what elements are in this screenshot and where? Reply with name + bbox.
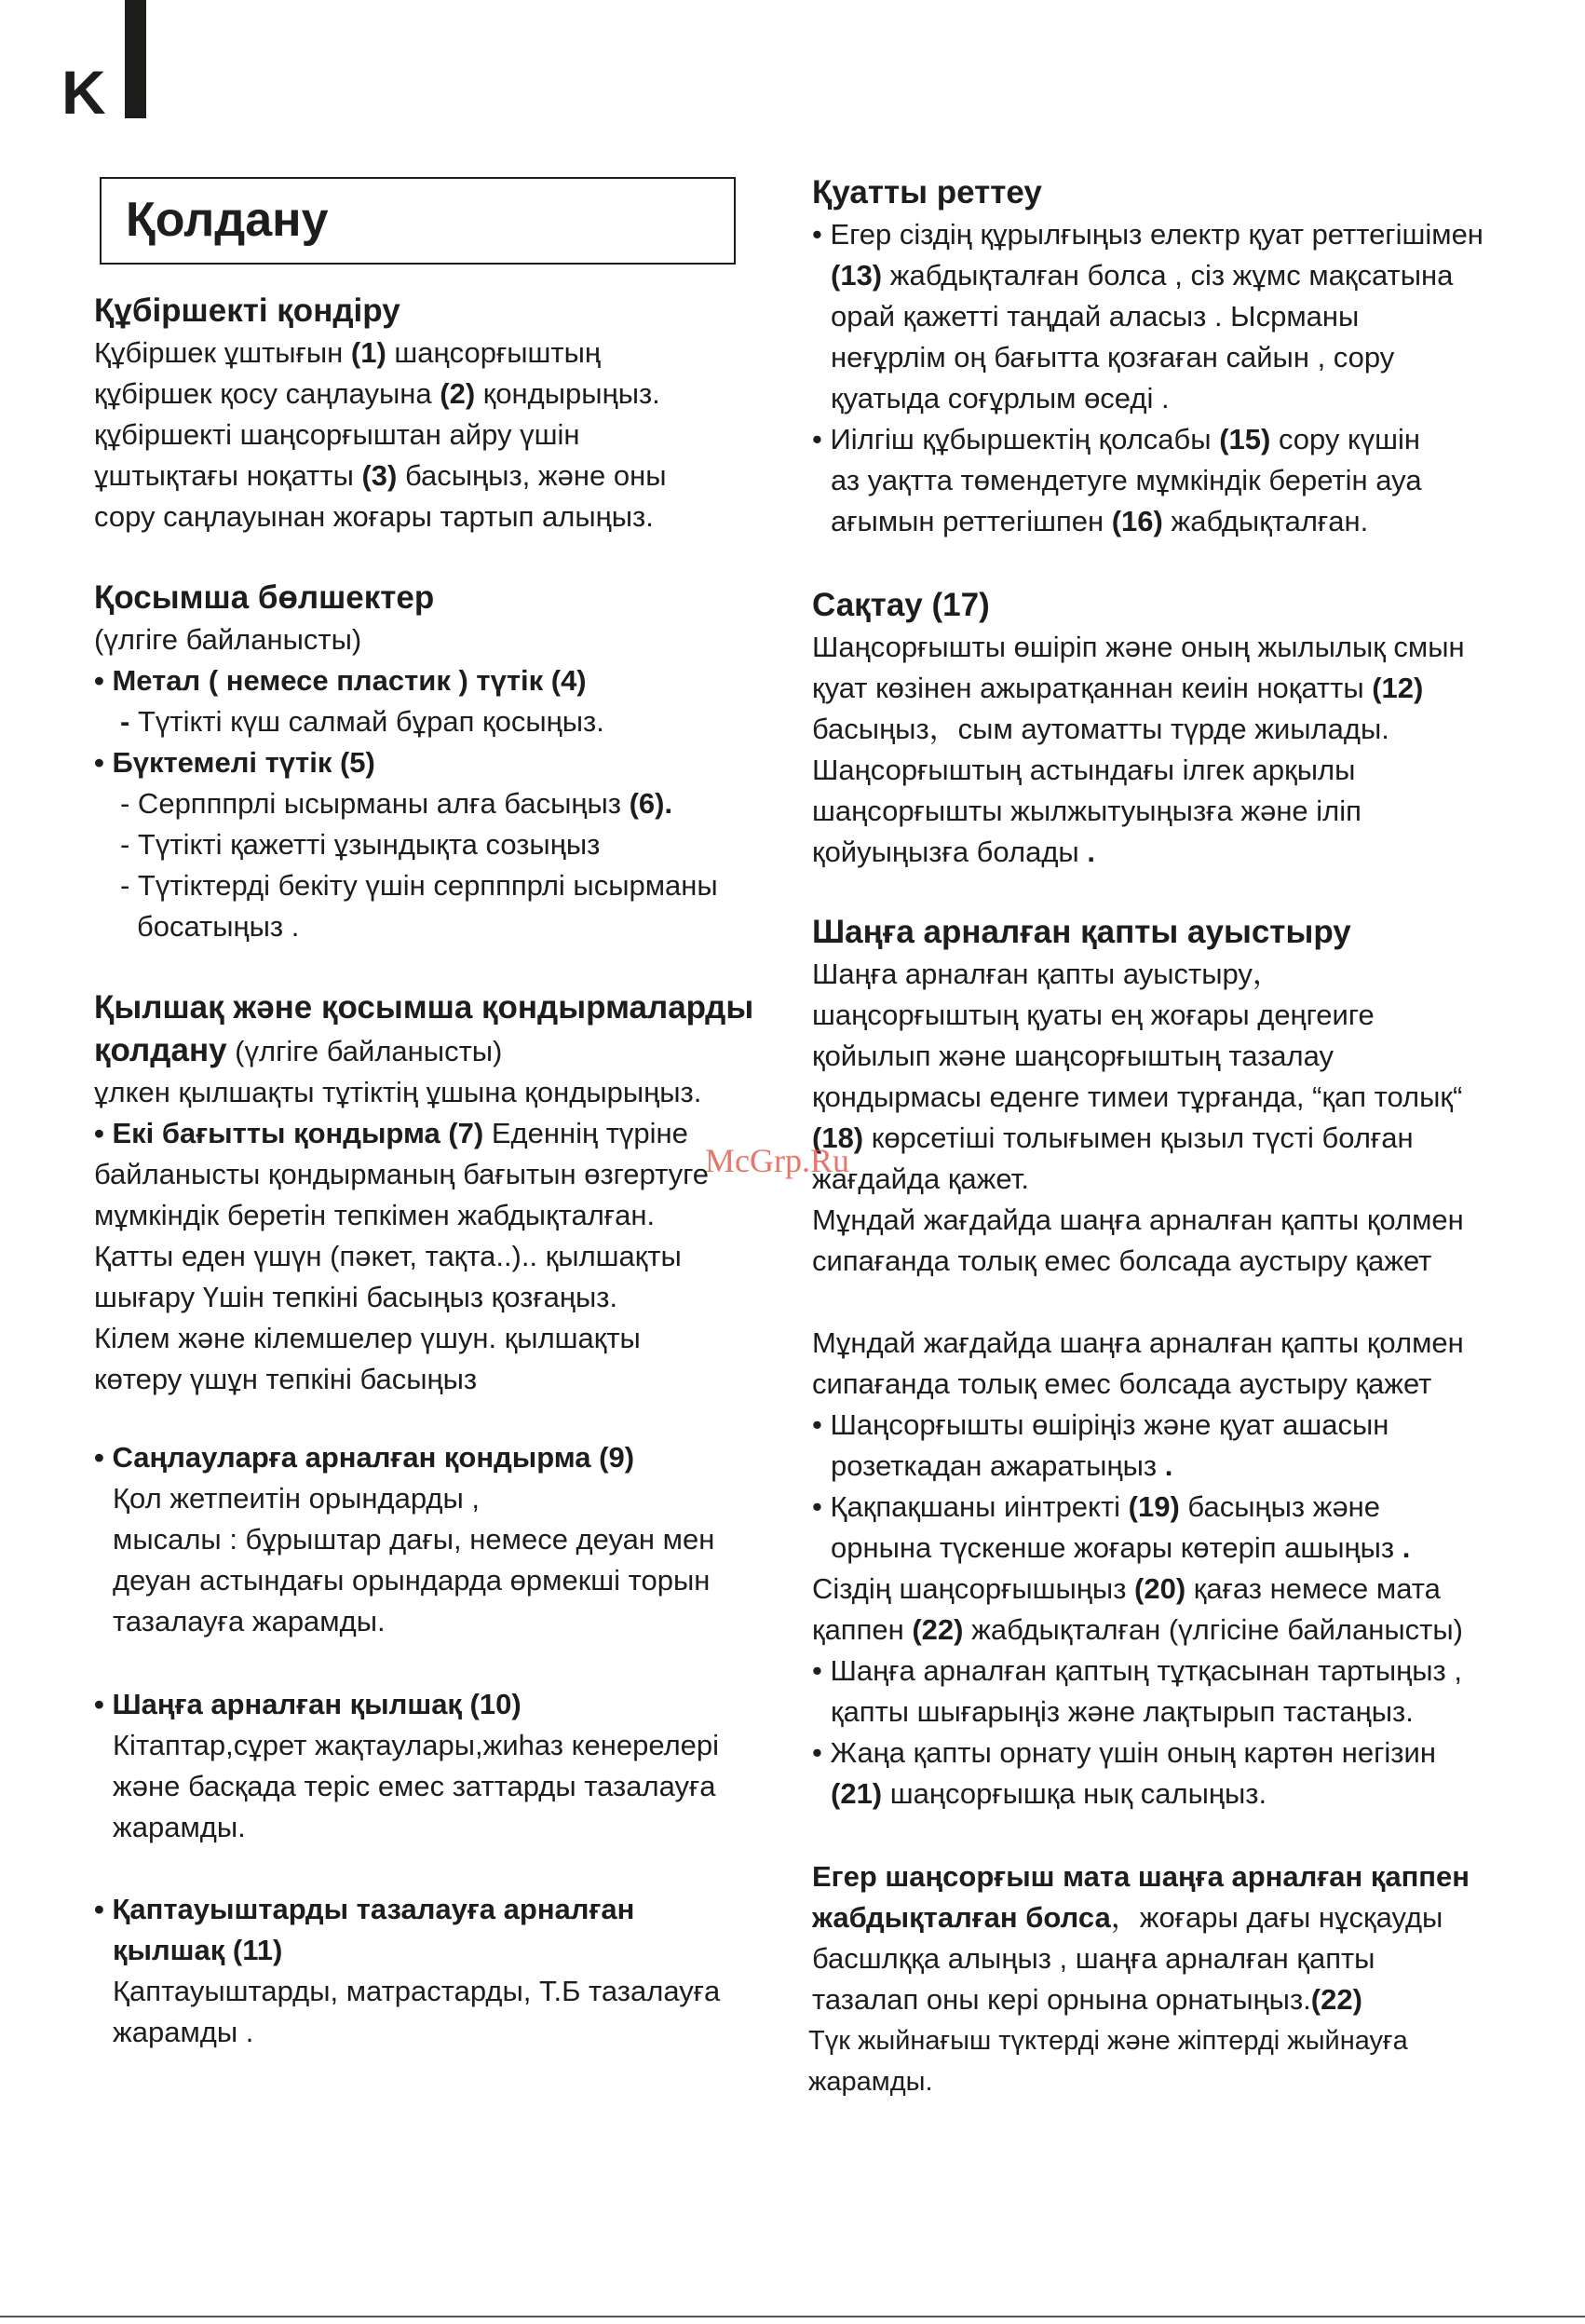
bag-b-text: қапты шығарыңіз және лақтырып тастаңыз. <box>831 1695 1414 1728</box>
power-ref: (15) <box>1219 423 1271 455</box>
brush-heading-note: (үлгіге байланысты) <box>226 1035 503 1067</box>
storage-line <box>812 627 1501 668</box>
bag-b-line <box>812 1364 1501 1405</box>
dash-marker: - <box>120 705 138 738</box>
power-text: жабдықталған. <box>1162 505 1369 537</box>
bag-a-text: көрсетіші толығымен қызыл түсті болған <box>863 1121 1414 1154</box>
power-text: жабдықталған болса , сіз жұмс мақсатына <box>882 259 1454 292</box>
bag-b-text: Мұндай жағдайда шаңға арналған қапты қолмен <box>812 1326 1464 1359</box>
power-text: сору күшін <box>1270 423 1420 455</box>
hose-line <box>94 374 765 415</box>
cloth-bag-line-4-text: тазалап оны кері орнына орнатыңыз. <box>812 1983 1311 2016</box>
bag-a-text: Мұндай жағдайда шаңға арналған қапты қолмен <box>812 1203 1464 1236</box>
bag-b-line <box>812 1323 1501 1364</box>
power-line <box>812 378 1501 419</box>
storage-section <box>812 584 1501 873</box>
brush-heading-2 <box>94 1029 765 1072</box>
bag-b-ref: . <box>1164 1449 1173 1482</box>
floor-nozzle-title: • Екі бағытты қондырма (7) <box>94 1117 484 1149</box>
brush-line-5: Қатты еден үшүн (пәкет, тақта..).. қылшақты <box>94 1240 682 1272</box>
power-section <box>812 171 1501 542</box>
telescopic-step-1 <box>94 783 765 824</box>
hose-line <box>94 415 765 455</box>
bag-a-line <box>812 1036 1501 1077</box>
bag-text-a <box>812 954 1501 1282</box>
hose-heading: Құбіршекті қондіру <box>94 292 400 329</box>
bag-b-text: орнына түскенше жоғары көтеріп ашыңыз <box>831 1531 1402 1564</box>
hose-ref: (1) <box>350 336 386 369</box>
hose-line <box>94 455 765 496</box>
cloth-bag-line-2-text: ，жоғары дағы нұсқауды <box>1110 1901 1443 1934</box>
bag-b-line <box>812 1692 1501 1733</box>
brush-section <box>94 986 765 1400</box>
brush-line-4: мұмкіндік беретін тепкімен жабдықталған. <box>94 1199 656 1231</box>
crevice-heading: • Саңлауларға арналған қондырма (9) <box>94 1441 635 1474</box>
bag-section <box>812 911 1501 1814</box>
upholstery-line-2: жарамды . <box>113 2016 254 2048</box>
bag-b-line <box>812 1405 1501 1446</box>
crevice-line-1: Қол жетпеитін орындарды , <box>113 1482 480 1515</box>
storage-text: қуат көзінен ажыратқаннан кеиін ноқатты <box>812 672 1373 704</box>
page-edge-line <box>0 2316 1585 2317</box>
power-text: неғұрлім оң бағытта қозғаған сайын , сору <box>831 341 1395 374</box>
hose-section <box>94 290 765 537</box>
bag-b-line <box>812 1733 1501 1774</box>
upholstery-section <box>94 1889 765 2053</box>
bag-a-text: жағдайда қажет. <box>812 1162 1029 1195</box>
bag-a-line <box>812 1200 1501 1241</box>
section-title: Қолдану <box>126 193 329 247</box>
bag-text-b <box>812 1323 1501 1814</box>
dust-brush-line-2: және басқада теріс емес заттарды тазалауға <box>113 1770 716 1802</box>
bag-b-ref: (21) <box>831 1777 883 1810</box>
power-text: қуатыда соғұрлым өседі . <box>831 382 1170 415</box>
storage-text: Шаңсорғышты өшіріп және оның жылылық смын <box>812 631 1465 663</box>
cloth-bag-line-2-bold: жабдықталған болса <box>812 1901 1111 1934</box>
bag-a-line <box>812 1118 1501 1159</box>
storage-text: шаңсорғышты жылжытуыңызға және іліп <box>812 795 1361 827</box>
language-tab-bar <box>125 0 146 118</box>
brush-line-6: шығару Үшін тепкіні басыңыз қозғаңыз. <box>94 1281 618 1313</box>
hose-line <box>94 333 765 374</box>
power-line <box>812 419 1501 460</box>
bag-b-line <box>812 1774 1501 1814</box>
crevice-line-3: деуан астындағы орындарда өрмекші торын <box>113 1564 711 1597</box>
bag-b-text: • Шаңға арналған қаптың тұтқасынан тартыңыз , <box>812 1654 1462 1687</box>
bag-a-line <box>812 995 1501 1036</box>
power-ref: (13) <box>831 259 883 292</box>
upholstery-heading-1: • Қаптауыштарды тазалауға арналған <box>94 1893 635 1925</box>
hose-text: құбіршек қосу саңлауына <box>94 377 440 410</box>
bag-a-text: қойылып және шаңсорғыштың тазалау <box>812 1040 1334 1072</box>
upholstery-line-1: Қаптауыштарды, матрастарды, Т.Б тазалауға <box>113 1975 721 2007</box>
bag-a-line <box>812 1241 1501 1282</box>
bag-b-text: • Жаңа қапты орнату үшін оның картөн негізин <box>812 1736 1436 1769</box>
bag-b-text: қаппен <box>812 1613 913 1646</box>
bag-b-text: • Шаңсорғышты өшіріңіз және қуат ашасын <box>812 1408 1389 1441</box>
cloth-bag-line-3: басшлққа алыңыз , шаңға арналған қапты <box>812 1942 1375 1975</box>
storage-text: басыңыз，сым аутоматты түрде жиылады. <box>812 713 1389 745</box>
bag-b-ref: (22) <box>912 1613 964 1646</box>
hose-ref: (3) <box>361 459 398 492</box>
accessories-section <box>94 577 765 947</box>
power-text: орай қажетті таңдай аласыз . Ысрманы <box>831 300 1360 333</box>
cloth-bag-section <box>808 1856 1501 2102</box>
bag-b-line <box>812 1528 1501 1569</box>
bag-b-line <box>812 1569 1501 1610</box>
storage-line <box>812 709 1501 750</box>
storage-text <box>812 627 1501 873</box>
bag-b-ref: . <box>1402 1531 1411 1564</box>
section-title-box <box>100 177 736 265</box>
hose-text: Құбіршек ұштығын <box>94 336 351 369</box>
crevice-line-2: мысалы : бұрыштар дағы, немесе деуан мен <box>113 1523 715 1556</box>
storage-line <box>812 750 1501 791</box>
bag-a-text: қондырмасы еденге тимеи тұрғанда, “қап толық“ <box>812 1080 1463 1113</box>
dust-brush-heading: • Шаңға арналған қылшақ (10) <box>94 1688 522 1720</box>
storage-heading: Сақтау (17) <box>812 587 990 623</box>
telescopic-step-3-cont: босатыңыз . <box>137 910 300 943</box>
metal-tube-step-text: Түтікті күш салмай бұрап қосыңыз. <box>137 705 604 738</box>
language-tab-letter: K <box>61 58 106 127</box>
storage-text: Шаңсорғыштың астындағы ілгек арқылы <box>812 754 1356 786</box>
dust-brush-line-3: жарамды. <box>113 1811 246 1843</box>
floor-nozzle-line <box>94 1113 765 1154</box>
brush-heading-1: Қылшақ және қосымша қондырмаларды <box>94 989 754 1026</box>
bag-a-line <box>812 1077 1501 1118</box>
hose-text: шаңсорғыштың <box>386 336 602 369</box>
metal-tube-step <box>94 701 765 742</box>
lint-collector-line-2: жарамды. <box>808 2067 933 2097</box>
telescopic-step-1-text: - Серпппрлі ысырманы алға басыңыз <box>120 787 630 820</box>
power-text: • Егер сіздің құрылғыңыз електр қуат реттегішімен <box>812 218 1483 251</box>
bag-b-line <box>812 1446 1501 1487</box>
bag-b-text: басыңыз және <box>1179 1490 1381 1523</box>
brush-line-1: ұлкен қылшақты тұтіктің ұшына қондырыңыз. <box>94 1076 702 1108</box>
bag-b-text: жабдықталған (үлгісіне байланысты) <box>963 1613 1463 1646</box>
brush-line-8: көтеру үшұн тепкіні басыңыз <box>94 1363 478 1395</box>
bag-b-text: • Қақпақшаны иінтректі <box>812 1490 1129 1523</box>
floor-nozzle-text: Еденнің түріне <box>483 1117 688 1149</box>
power-line <box>812 214 1501 255</box>
lint-collector-line-1: Түк жыйнағыш түктерді және жіптерді жыйнауға <box>808 2026 1408 2056</box>
bag-a-ref: (18) <box>812 1121 864 1154</box>
storage-line <box>812 668 1501 709</box>
bag-b-text: розеткадан ажаратыңыз <box>831 1449 1165 1482</box>
bag-b-line <box>812 1487 1501 1528</box>
power-text: ағымын реттегішпен <box>831 505 1112 537</box>
telescopic-tube-item: • Бүктемелі түтік (5) <box>94 746 375 779</box>
hose-text: сору саңлауынан жоғары тартып алыңыз. <box>94 500 654 533</box>
bag-a-line <box>812 1159 1501 1200</box>
bag-a-text: шаңсорғыштың қуаты ең жоғары деңгеиге <box>812 999 1375 1031</box>
hose-text: басыңыз, және оны <box>397 459 667 492</box>
crevice-section <box>94 1437 765 1642</box>
hose-text: құбіршекті шаңсорғыштан айру үшін <box>94 418 580 451</box>
storage-ref: . <box>1087 836 1095 868</box>
spacer <box>812 1282 1501 1323</box>
bag-b-text: сипағанда толық емес болсада аустыру қажет <box>812 1367 1432 1400</box>
bag-a-text: Шаңға арналған қапты ауыстыру， <box>812 958 1281 990</box>
hose-text: қондырыңыз. <box>475 377 660 410</box>
brush-line-7: Кілем және кілемшелер үшун. қылшақты <box>94 1322 641 1354</box>
telescopic-step-1-ref: (6). <box>629 787 673 820</box>
brush-heading-2-text: қолдану <box>94 1032 227 1068</box>
storage-text: қойуыңызға болады <box>812 836 1088 868</box>
power-text <box>812 214 1501 542</box>
bag-a-text: сипағанда толық емес болсада аустыру қажет <box>812 1244 1432 1277</box>
dust-brush-line-1: Кітаптар,сұрет жақтаулары,жиһаз кенерелері <box>113 1729 720 1761</box>
power-line <box>812 501 1501 542</box>
bag-b-ref: (20) <box>1134 1572 1186 1605</box>
telescopic-step-3: - Түтіктерді бекіту үшін серпппрлі ысырманы <box>120 869 718 902</box>
storage-ref: (12) <box>1372 672 1424 704</box>
power-ref: (16) <box>1111 505 1163 537</box>
crevice-line-4: тазалауға жарамды. <box>113 1605 386 1638</box>
bag-b-line <box>812 1610 1501 1651</box>
accessories-note: (үлгіге байланысты) <box>94 623 362 656</box>
accessories-heading: Қосымша бөлшектер <box>94 579 435 616</box>
hose-text: ұштықтағы ноқатты <box>94 459 362 492</box>
power-line <box>812 296 1501 337</box>
bag-b-ref: (19) <box>1128 1490 1180 1523</box>
bag-b-text: шаңсорғышқа нық салыңыз. <box>882 1777 1267 1810</box>
power-text: • Иілгіш құбыршектің қолсабы <box>812 423 1220 455</box>
upholstery-heading-2: қылшақ (11) <box>113 1934 283 1966</box>
hose-line <box>94 496 765 537</box>
bag-heading: Шаңға арналған қапты ауыстыру <box>812 914 1351 950</box>
hose-ref: (2) <box>440 377 476 410</box>
power-line <box>812 460 1501 501</box>
cloth-bag-line-1: Егер шаңсорғыш мата шаңға арналған қаппен <box>812 1860 1470 1893</box>
power-line <box>812 255 1501 296</box>
dust-brush-section <box>94 1684 765 1848</box>
power-heading: Қуатты реттеу <box>812 174 1042 211</box>
power-line <box>812 337 1501 378</box>
bag-b-text: Сіздің шаңсорғышыңыз <box>812 1572 1135 1605</box>
storage-line <box>812 791 1501 832</box>
watermark: McGrp.Ru <box>705 1142 849 1179</box>
cloth-bag-line-4-ref: (22) <box>1310 1983 1362 2016</box>
telescopic-step-2: - Түтікті қажетті ұзындықта созыңыз <box>120 828 601 861</box>
cloth-bag-line-4 <box>812 1979 1501 2020</box>
power-text: аз уақтта төмендетуге мұмкіндік беретін ауа <box>831 464 1422 496</box>
storage-line <box>812 832 1501 873</box>
hose-text <box>94 333 765 537</box>
brush-line-3: байланысты қондырманың бағытын өзгертуге <box>94 1158 710 1190</box>
bag-a-line <box>812 954 1501 995</box>
cloth-bag-line-2 <box>812 1897 1501 1938</box>
bag-b-line <box>812 1651 1501 1692</box>
bag-b-text: қағаз немесе мата <box>1185 1572 1441 1605</box>
metal-tube-item: • Метал ( немесе пластик ) түтік (4) <box>94 664 587 697</box>
